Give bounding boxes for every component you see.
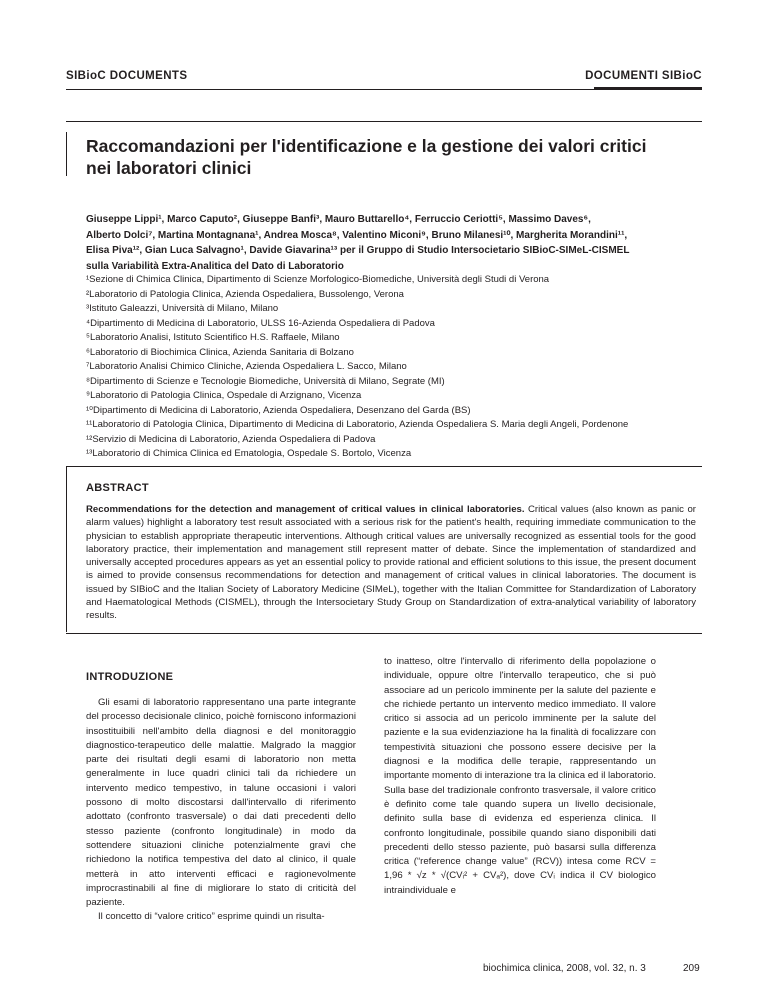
page-number: 209 xyxy=(683,963,700,974)
title-rule xyxy=(66,121,702,122)
affiliation-item: ¹³Laboratorio di Chimica Clinica ed Ematologia, Ospedale S. Bortolo, Vicenza xyxy=(86,448,412,459)
title-side-bar xyxy=(66,132,67,176)
abstract-heading: ABSTRACT xyxy=(86,482,149,494)
running-header-left: SIBioC DOCUMENTS xyxy=(66,70,188,82)
author-list: Giuseppe Lippi¹, Marco Caputo², Giuseppe Banfi³, Mauro Buttarello⁴, Ferruccio Ceriotti⁵, Massimo Daves⁶, Alberto Dolci⁷, Martina Montagnana¹, Andrea Mosca⁸, Valentino Miconi⁹, Bruno Milanesi¹⁰, Margherita Morandini¹¹, Elisa Piva¹², Gian Luca Salvagno¹, Davide Giavarina¹³ per il Gruppo di Studio Intersocietario SIBioC-SIMeL-CISMEL sulla Variabilità Extra-Analitica del Dato di Laboratorio xyxy=(86,214,630,272)
section-heading-introduzione: INTRODUZIONE xyxy=(86,671,174,683)
body-column-left xyxy=(86,696,356,925)
paragraph: to inatteso, oltre l'intervallo di riferimento della popolazione o individuale, oppure oltre l'intervallo terapeutico, che si può associare ad un pericolo imminente per la salute del paziente e che richiede pertanto un intervento medico immediato. Il valore critico si associa ad un pericolo imminente per la salute del paziente e la sua evidenziazione ha la finalità di focalizzare con tempestività situazioni che possono essere decisive per la diagnosi e la modifica delle terapie, rappresentando un importante momento di interazione tra la clinica ed il laboratorio. Sulla base del tradizionale confronto trasversale, il valore critico è definito come tale quando supera un livello decisionale, definito sulla base di evidenza ed esperienza clinica. Il confronto longitudinale, possibile quando siano disponibili dati precedenti dello stesso paziente, può basarsi sulla differenza critica (“reference change value” (RCV)) intesa come RCV = 1,96 * √z * √(CVᵢ² + CVₐ²), dove CVᵢ indica il CV biologico intraindividuale e xyxy=(384,656,656,896)
paragraph: Il concetto di “valore critico” esprime quindi un risulta- xyxy=(98,911,325,923)
affiliation-item: ⁸Dipartimento di Scienze e Tecnologie Biomediche, Università di Milano, Segrate (MI) xyxy=(86,375,445,387)
header-accent-rule xyxy=(594,87,702,90)
affiliation-item: ¹⁰Dipartimento di Medicina di Laboratorio, Azienda Ospedaliera, Desenzano del Garda (BS) xyxy=(86,404,471,416)
abstract-text xyxy=(86,503,696,623)
running-header-right: DOCUMENTI SIBioC xyxy=(585,70,702,82)
abstract-side-bar xyxy=(66,466,67,632)
paragraph: Gli esami di laboratorio rappresentano una parte integrante del processo decisionale clinico, poichè forniscono informazioni insostituibili nell'ambito della diagnosi e del monitoraggio diagnostico-terapeutico delle malattie. Malgrado la maggior parte dei risultati degli esami di laboratorio non metta generalmente in luce quadri clinici tali da richiedere un intervento medico tempestivo, in talune occasioni i valori possono di molto discostarsi dall'intervallo di riferimento adottato (confronto trasversale) o dai dati precedenti dello stesso paziente (confronto longitudinale) in modo da sottendere situazioni cliniche potenzialmente gravi che richiedono la notifica tempestiva del dato al clinico, il quale metterà in atto interventi efficaci e ragionevolmente improcrastinabili al fine di migliorare lo stato di criticità del paziente. xyxy=(86,697,356,909)
affiliation-list xyxy=(86,273,696,462)
affiliation-item: ¹¹Laboratorio di Patologia Clinica, Dipartimento di Medicina di Laboratorio, Azienda Ospedaliera S. Maria degli Angeli, Pordenone xyxy=(86,419,629,430)
article-title: Raccomandazioni per l'identificazione e la gestione dei valori critici nei laboratori clinici xyxy=(86,136,647,178)
body-column-right xyxy=(384,655,656,898)
journal-citation: biochimica clinica, 2008, vol. 32, n. 3 xyxy=(483,963,646,974)
affiliation-item: ⁴Dipartimento di Medicina di Laboratorio, ULSS 16-Azienda Ospedaliera di Padova xyxy=(86,317,435,329)
affiliation-item: ⁷Laboratorio Analisi Chimico Cliniche, Azienda Ospedaliera L. Sacco, Milano xyxy=(86,361,407,372)
affiliation-item: ⁹Laboratorio di Patologia Clinica, Ospedale di Arzignano, Vicenza xyxy=(86,390,362,401)
affiliation-item: ⁶Laboratorio di Biochimica Clinica, Azienda Sanitaria di Bolzano xyxy=(86,346,354,358)
abstract-lead: Recommendations for the detection and management of critical values in clinical laboratories. xyxy=(86,504,525,515)
affiliation-item: ⁵Laboratorio Analisi, Istituto Scientifico H.S. Raffaele, Milano xyxy=(86,332,340,343)
affiliation-item: ²Laboratorio di Patologia Clinica, Azienda Ospedaliera, Bussolengo, Verona xyxy=(86,288,404,300)
affiliation-item: ³Istituto Galeazzi, Università di Milano, Milano xyxy=(86,303,279,314)
affiliation-item: ¹Sezione di Chimica Clinica, Dipartimento di Scienze Morfologico-Biomediche, Università degli Studi di Verona xyxy=(86,274,550,285)
affiliation-item: ¹²Servizio di Medicina di Laboratorio, Azienda Ospedaliera di Padova xyxy=(86,433,376,445)
abstract-body: Critical values (also known as panic or alarm values) highlight a laboratory test result associated with a serious risk for the patient's health, requiring immediate communication to the physician to establish appropriate therapeutic interventions. Although critical values are universally recognized as essential tools for the good laboratory practice, their implementation and management still represent matter of debate. Since the implementation of standardized and universally accepted procedures appears as yet an essential policy to provide rational and efficient solutions to this issue, the present document is aimed to provide consensus recommendations for detection and management of critical values in clinical laboratories. The document is issued by SIBioC and the Italian Society of Laboratory Medicine (SIMeL), together with the Italian Committee for Standardization of Laboratory and Haematological Methods (CISMEL), through the Intersocietary Study Group on Standardization of extra-analytical variability of laboratory results. xyxy=(86,504,696,622)
